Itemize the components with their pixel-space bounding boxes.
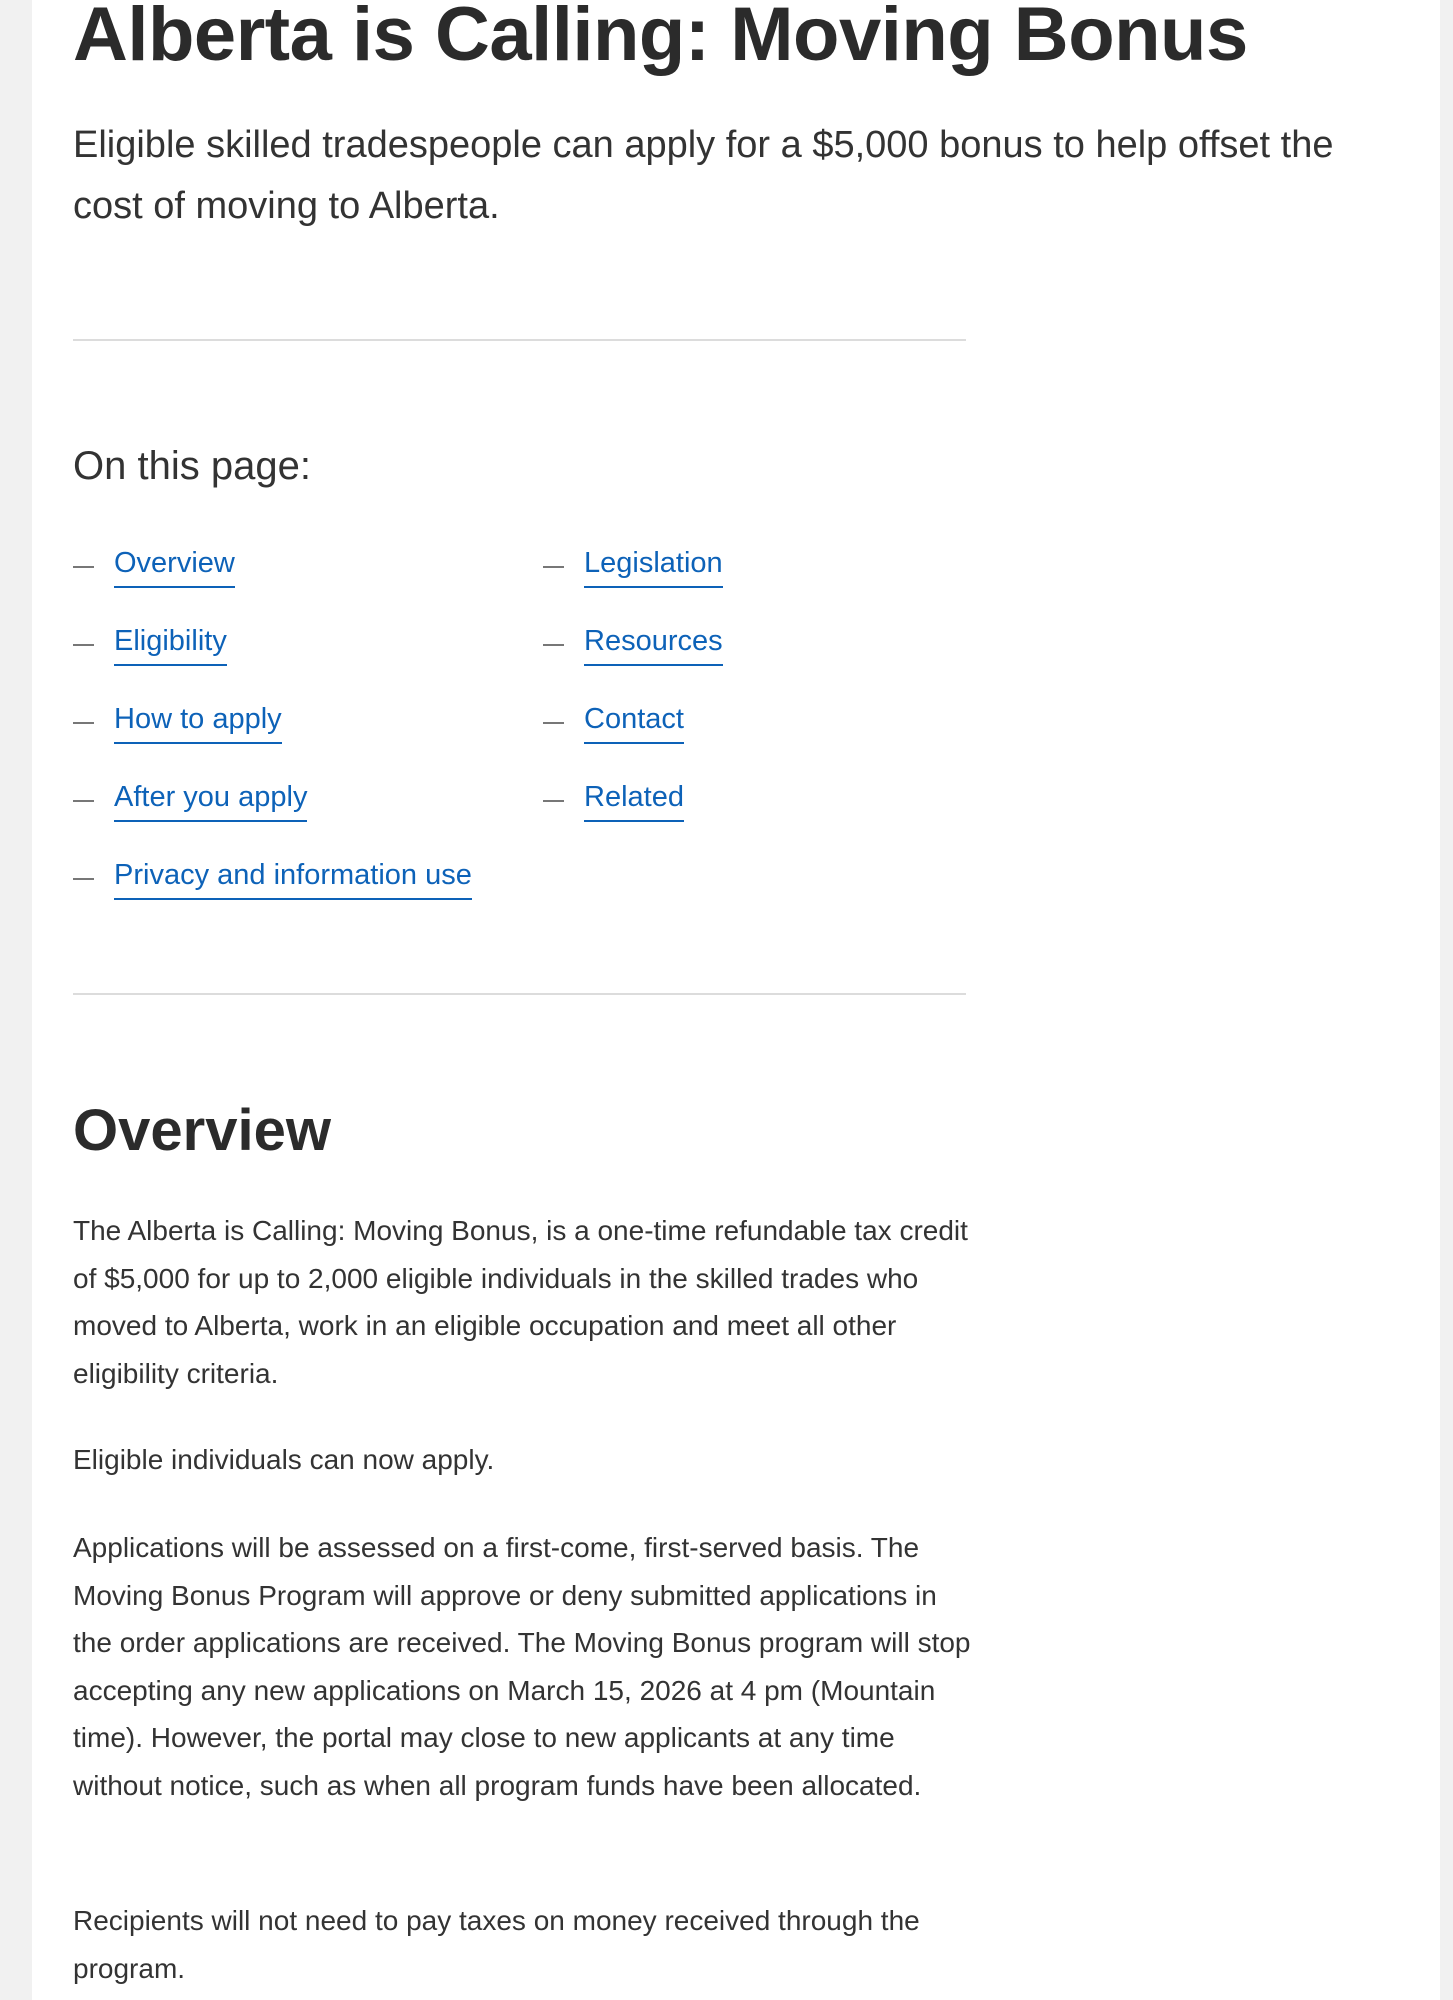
page-lead: Eligible skilled tradespeople can apply for a $5,000 bonus to help offset the cost of moving to Alberta. bbox=[73, 124, 1334, 227]
toc-link-privacy[interactable]: Privacy and information use bbox=[114, 852, 472, 900]
dash-icon bbox=[73, 800, 94, 802]
toc-item-contact bbox=[543, 696, 723, 774]
dash-icon bbox=[543, 800, 564, 802]
dash-icon bbox=[73, 644, 94, 646]
dash-icon bbox=[73, 878, 94, 880]
toc-link-legislation[interactable]: Legislation bbox=[584, 540, 723, 588]
overview-heading: Overview bbox=[73, 1098, 331, 1163]
toc-item-resources bbox=[543, 618, 723, 696]
toc-link-how-to-apply[interactable]: How to apply bbox=[114, 696, 282, 744]
toc-list-left bbox=[73, 540, 472, 930]
toc-item-how-to-apply bbox=[73, 696, 472, 774]
toc-link-related[interactable]: Related bbox=[584, 774, 684, 822]
overview-paragraph: Recipients will not need to pay taxes on money received through the program. bbox=[73, 1905, 920, 1984]
toc-heading: On this page: bbox=[73, 444, 311, 488]
toc-item-privacy bbox=[73, 852, 472, 930]
toc-item-eligibility bbox=[73, 618, 472, 696]
dash-icon bbox=[543, 644, 564, 646]
overview-paragraph: Eligible individuals can now apply. bbox=[73, 1444, 495, 1475]
dash-icon bbox=[73, 566, 94, 568]
page-container bbox=[32, 0, 1440, 2000]
dash-icon bbox=[543, 566, 564, 568]
toc-item-legislation bbox=[543, 540, 723, 618]
toc-link-eligibility[interactable]: Eligibility bbox=[114, 618, 227, 666]
toc-item-after-you-apply bbox=[73, 774, 472, 852]
overview-paragraph: Applications will be assessed on a first-come, first-served basis. The Moving Bonus Program will approve or deny submitted applications in the order applications are received. The Moving Bonus program will stop accepting any new applications on March 15, 2026 at 4 pm (Mountain time). However, the portal may close to new applicants at any time without notice, such as when all program funds have been allocated. bbox=[73, 1532, 971, 1801]
toc-list-right bbox=[543, 540, 723, 852]
overview-paragraph: The Alberta is Calling: Moving Bonus, is a one-time refundable tax credit of $5,000 for up to 2,000 eligible individuals in the skilled trades who moved to Alberta, work in an eligible occupation and meet all other eligibility criteria. bbox=[73, 1215, 968, 1389]
toc-link-contact[interactable]: Contact bbox=[584, 696, 684, 744]
toc-link-overview[interactable]: Overview bbox=[114, 540, 235, 588]
toc-item-overview bbox=[73, 540, 472, 618]
toc-link-resources[interactable]: Resources bbox=[584, 618, 723, 666]
dash-icon bbox=[73, 722, 94, 724]
dash-icon bbox=[543, 722, 564, 724]
divider-top bbox=[73, 339, 966, 341]
toc-link-after-you-apply[interactable]: After you apply bbox=[114, 774, 307, 822]
toc-item-related bbox=[543, 774, 723, 852]
divider-bottom bbox=[73, 993, 966, 995]
page-title: Alberta is Calling: Moving Bonus bbox=[73, 0, 1248, 77]
